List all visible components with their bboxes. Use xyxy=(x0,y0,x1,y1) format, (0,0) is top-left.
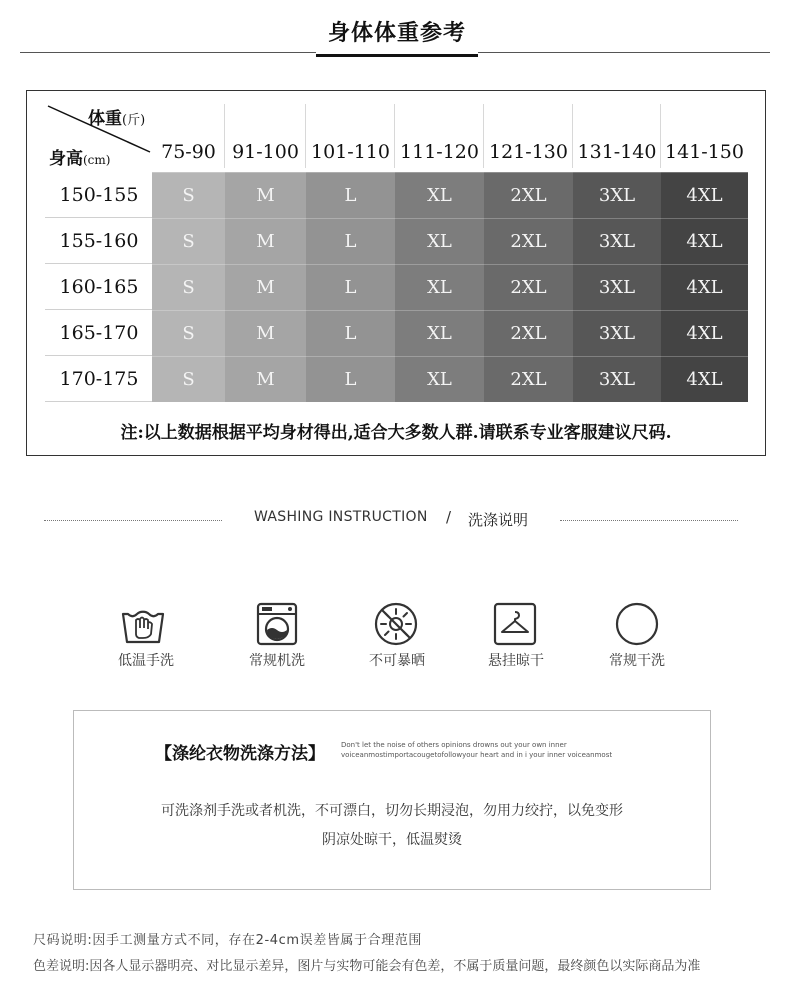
size-cell: S xyxy=(152,172,225,218)
dry-clean-icon xyxy=(615,602,659,646)
page-title: 身体体重参考 xyxy=(316,16,478,57)
size-cell: L xyxy=(306,310,395,356)
size-note: 尺码说明:因手工测量方式不同，存在2-4cm误差皆属于合理范围 xyxy=(33,933,423,948)
weight-unit: (斤) xyxy=(122,113,146,128)
size-cell: S xyxy=(152,264,225,310)
size-cell: XL xyxy=(395,356,484,402)
weight-range-header: 141-150 xyxy=(665,141,744,163)
size-cell: 2XL xyxy=(484,172,573,218)
dotted-divider-left xyxy=(44,520,222,521)
size-cell: L xyxy=(306,218,395,264)
size-cell: S xyxy=(152,356,225,402)
size-cell: L xyxy=(306,172,395,218)
size-cell: XL xyxy=(395,310,484,356)
method-text-line1: 可洗涤剂手洗或者机洗，不可漂白，切勿长期浸泡，勿用力绞拧，以免变形 xyxy=(161,803,623,819)
weight-range-header: 111-120 xyxy=(400,141,479,163)
method-tagline-line1: Don't let the noise of others opinions drowns out your own inner xyxy=(341,741,567,749)
dotted-divider-right xyxy=(560,520,738,521)
size-cell: L xyxy=(306,264,395,310)
size-cell: XL xyxy=(395,218,484,264)
weight-range-header: 101-110 xyxy=(311,141,390,163)
weight-range-header: 121-130 xyxy=(489,141,568,163)
height-range-label: 170-175 xyxy=(59,368,139,390)
height-axis-label xyxy=(49,144,110,169)
weight-label: 体重 xyxy=(88,109,122,129)
size-cell: 2XL xyxy=(484,264,573,310)
hand-wash-icon xyxy=(121,602,165,646)
height-label: 身高 xyxy=(49,149,83,169)
size-cell: 3XL xyxy=(573,310,661,356)
size-cell: 4XL xyxy=(661,356,748,402)
color-note: 色差说明:因各人显示器明亮、对比显示差异，图片与实物可能会有色差，不属于质量问题，最终颜色以实际商品为准 xyxy=(33,959,701,974)
height-range-label: 150-155 xyxy=(59,184,139,206)
size-cell: 3XL xyxy=(573,172,661,218)
size-cell: M xyxy=(225,172,306,218)
size-cell: S xyxy=(152,310,225,356)
size-cell: XL xyxy=(395,172,484,218)
hang-dry-icon xyxy=(493,602,537,646)
no-sun-label: 不可暴晒 xyxy=(369,653,425,669)
height-range-label: 155-160 xyxy=(59,230,139,252)
weight-range-header: 131-140 xyxy=(577,141,657,163)
height-range-label: 165-170 xyxy=(59,322,139,344)
method-text-line2: 阴凉处晾干，低温熨烫 xyxy=(322,832,462,848)
height-unit: (cm) xyxy=(83,153,111,167)
method-title: 【涤纶衣物洗涤方法】 xyxy=(155,744,325,764)
size-cell: 4XL xyxy=(661,218,748,264)
hand-wash-label: 低温手洗 xyxy=(118,653,174,669)
size-cell: 3XL xyxy=(573,264,661,310)
hang-dry-label: 悬挂晾干 xyxy=(488,653,544,669)
size-cell: M xyxy=(225,264,306,310)
machine-wash-label: 常规机洗 xyxy=(249,653,305,669)
washing-title-slash: / xyxy=(446,508,452,526)
no-sun-icon xyxy=(374,602,418,646)
size-cell: M xyxy=(225,356,306,402)
size-cell: 2XL xyxy=(484,356,573,402)
size-cell: 2XL xyxy=(484,310,573,356)
washing-title-cn: 洗涤说明 xyxy=(468,511,529,529)
washing-title-en: WASHING INSTRUCTION xyxy=(254,509,428,525)
size-cell: M xyxy=(225,310,306,356)
size-cell: 3XL xyxy=(573,218,661,264)
size-cell: 4XL xyxy=(661,172,748,218)
dry-clean-label: 常规干洗 xyxy=(609,653,665,669)
table-note: 注:以上数据根据平均身材得出,适合大多数人群.请联系专业客服建议尺码. xyxy=(120,423,672,443)
size-cell: M xyxy=(225,218,306,264)
size-cell: XL xyxy=(395,264,484,310)
height-range-label: 160-165 xyxy=(59,276,139,298)
machine-wash-icon xyxy=(255,602,299,646)
size-cell: 2XL xyxy=(484,218,573,264)
size-cell: 3XL xyxy=(573,356,661,402)
weight-range-header: 75-90 xyxy=(161,141,216,163)
size-cell: L xyxy=(306,356,395,402)
weight-range-header: 91-100 xyxy=(232,141,299,163)
weight-axis-label xyxy=(88,104,145,129)
size-cell: 4XL xyxy=(661,264,748,310)
size-cell: 4XL xyxy=(661,310,748,356)
size-cell: S xyxy=(152,218,225,264)
method-tagline-line2: voiceanmostimportacougetofollowyour heart and in i your inner voiceanmost xyxy=(341,751,613,759)
